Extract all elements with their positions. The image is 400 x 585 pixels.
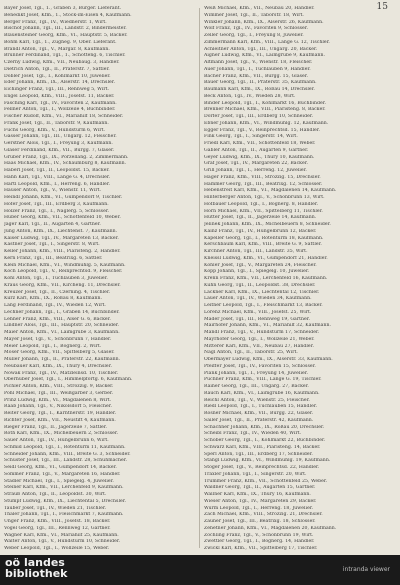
directory-entry: Reichl Anton, Tgl., V., Wienstr. 25, Fleischer. — [204, 397, 310, 403]
directory-entry: Scheibl Franz, Tgl., IV., Wieden 40, Wirt. — [204, 431, 302, 437]
directory-entry: Eder Johann, Kfm., IX., Alserstr. 14, Drechsler. — [4, 80, 116, 86]
directory-entry: Wagner Karl, Kfm., VI., Mariahilf 25, Kaufmann. — [4, 532, 119, 538]
left-column — [4, 6, 192, 553]
directory-entry: Kapeller Georg, Tgl., I., Rotenturm 18, Kaufmann. — [204, 235, 324, 241]
directory-entry: Thaler Johann, Tgl., I., Fleischmarkt 7, Kaufmann. — [4, 512, 124, 518]
directory-entry: Benedikt Josef, Kfm., 1., Stock-im-Eisen 4, Kaufmann. — [4, 12, 132, 18]
directory-entry: Beck Anton, Tgl., IV., Wieden 28, Wirt. — [204, 93, 296, 99]
directory-entry: Stöger Josef, Tgl., V., Reinprechtsd. 22, Händler. — [204, 465, 320, 470]
directory-entry: Gasser Johann, Tgl., III., Ungarg. 12, Fleischer. — [4, 134, 117, 140]
directory-entry: Weber Leopold, Tgl., I., Wollzeile 15, Weber. — [4, 546, 110, 551]
directory-entry: Stangl Ludwig, Kfm., VI., Windmühlg. 19, Kaufmann. — [204, 458, 331, 464]
directory-entry: Hebenstreit Karl, Kfm., VI., Magdalenen 14, Kaufmann. — [204, 188, 337, 194]
directory-entry: Sailer Josef, Tgl., II., Praterstr. 42, Kaufmann. — [204, 417, 314, 423]
directory-entry: Weiß Michael, Kfm., VII., Neubau 20, Händler. — [204, 6, 315, 11]
directory-entry: Pfeiffer Josef, Tgl., IV., Favoriten 15, Schlosser. — [204, 363, 316, 369]
directory-entry: Rosner Michael, Kfm., VII., Burgg. 22, Glaser. — [204, 411, 314, 416]
directory-entry: Puchner Franz, Kfm., VIII., Lange G. 19, Tischler. — [204, 377, 322, 383]
directory-entry: Haas Michael, Kfm., IV., Schaumburg 8, Kaufmann. — [4, 161, 127, 167]
directory-entry: Keller Johann, Kfm., VIII., Piaristeng. 2, Händler. — [4, 249, 121, 254]
directory-entry: Koch Leopold, Tgl., V., Reinprechtsd. 9, Fleischer. — [4, 269, 123, 275]
directory-entry: Wallner Karl, Kfm., IX., Thury 16, Kaufmann. — [204, 492, 311, 497]
directory-entry: Holzer Franz, Tgl., I., Naglerg. 5, Schlosser. — [4, 208, 110, 214]
directory-entry: Huber Georg, Kfm., VII., Schottenfeld 10, Weber. — [4, 215, 121, 221]
directory-entry: Wimmer Josef, Tgl., II., Taborstr. 18, Wirt. — [204, 12, 304, 18]
directory-entry: Graf Josef, Tgl., IV., Margareten 22, Bäcker. — [204, 161, 309, 167]
directory-entry: Mayer Josef, Tgl., V., Schönbrunn 7, Händler. — [4, 336, 112, 342]
directory-entry: Meier Leopold, Tgl., I., Bognerg. 2, Wirt. — [4, 343, 102, 349]
directory-entry: Gerstner Alois, Tgl., I., Freyung 3, Kaufmann. — [4, 141, 113, 146]
directory-entry: Fellner Anton, Tgl., I., Wollzeile 4, Buchbinder. — [4, 107, 116, 113]
directory-entry: Kaiser Ludwig, Tgl., IV., Margareten 13, Bäcker. — [4, 235, 119, 241]
directory-entry: Bischof Johann, Tgl., III., Landstr. 2, Bindermeister. — [4, 26, 127, 32]
directory-entry: Lang Ferdinand, Tgl., IV., Wieden 12, Wirt. — [4, 303, 106, 308]
directory-entry: Aigner Ludwig, Kfm., VI., Laimgrube 9, Kaufmann. — [204, 53, 326, 59]
directory-entry: Rieger Franz, Tgl., II., Jägerzeile 7, Sattler. — [4, 424, 108, 430]
directory-entry: Tauber Josef, Tgl., IV., Wieden 21, Tischler. — [4, 505, 107, 511]
directory-entry: Winkler Johann, Kfm., IX., Alserstr. 26, Kaufmann. — [204, 19, 324, 25]
directory-entry: Kastner Josef, Tgl., I., Singerstr. 8, Wirt. — [4, 242, 100, 248]
directory-entry: Wurm Leopold, Tgl., I., Herreng. 18, Juwelier. — [204, 505, 314, 511]
directory-entry: Friedl Karl, Kfm., VII., Schottenfeld 18, Weber. — [204, 141, 316, 146]
directory-entry: Traxler Johann, Tgl., I., Singerstr. 20, Wirt. — [204, 471, 307, 477]
directory-entry: Lehner Franz, Kfm., VIII., Alser G. 6, Bäcker. — [4, 316, 111, 322]
directory-entry: Glaser Ferdinand, Kfm., VII., Burgg. 7, Glaser. — [4, 147, 115, 153]
directory-entry: Hofbauer Leopold, Tgl., I., Bognerg. 8, Händler. — [204, 201, 319, 207]
directory-entry: Sperl Anton, Tgl., III., Erdberg 17, Schneider. — [204, 451, 313, 457]
directory-entry: Rauch Karl, Kfm., VI., Laimgrube 16, Kaufmann. — [204, 390, 320, 396]
directory-entry: Seidl Georg, Kfm., VI., Gumpendorf 14, Bäcker. — [4, 465, 117, 470]
directory-entry: Grill Johann, Tgl., I., Herreng. 12, Juwelier. — [204, 168, 307, 173]
directory-entry: Sauer Anton, Tgl., IV., Hungelbrunn 6, Wirt. — [4, 438, 109, 443]
directory-entry: Zach Michael, Kfm., VIII., Strozzig. 21, Drechsler. — [204, 512, 323, 518]
directory-entry: Rainer Georg, Tgl., III., Ungarg. 27, Bäcker. — [204, 384, 309, 389]
directory-entry: Maier Anton, Kfm., VI., Laimgrube 3, Kaufmann. — [4, 330, 120, 335]
directory-entry: Prinz Ludwig, Kfm., VI., Magdalenen 8, Wirt. — [4, 397, 112, 403]
directory-entry: Raab Johann, Tgl., V., Nikolsdorf 5, Fleischer. — [4, 404, 113, 410]
directory-entry: Fischer Rudolf, Kfm., VI., Mariahilf 18, Schneider. — [4, 114, 124, 119]
directory-entry: Fink Georg, Tgl., I., Singerstr. 14, Wirt. — [204, 134, 298, 140]
directory-entry: Kainz Franz, Tgl., IV., Hungelbrunn 12, Bäcker. — [204, 228, 317, 234]
directory-entry: Hartl Leopold, Kfm., I., Herreng. 6, Händler. — [4, 181, 111, 187]
directory-entry: Kneissl Ludwig, Kfm., VI., Gumpendorf 21, Händler. — [204, 255, 328, 261]
directory-entry: Bauer Georg, Tgl., II., Praterstr. 35, Kaufmann. — [204, 80, 317, 86]
directory-entry: Bayer Josef, Tgl., 1., Graben 3, Bürger. Lieferant. — [4, 6, 122, 11]
directory-entry: Zwickl Karl, Kfm., VII., Spittelberg 17, Tischler. — [204, 546, 318, 551]
directory-entry: Schmid Leopold, Tgl., I., Rotenturm 11, Kaufmann. — [4, 444, 126, 450]
directory-entry: Hauser Anton, Tgl., V., Wienstr. 11, Wirt. — [4, 188, 102, 194]
directory-entry: Geyer Ludwig, Kfm., IX., Thury 10, Kaufmann. — [204, 154, 315, 160]
directory-entry: Hinterberger Anton, Tgl., V., Schönbrunn 13, Wirt. — [204, 195, 325, 200]
directory-entry: Mitterer Karl, Kfm., VII., Neubau 27, Händler. — [204, 343, 314, 349]
directory-entry: Baumann Karl, Kfm., IX., Roßau 14, Drechsler. — [204, 87, 315, 92]
directory-entry: Zehetner Johann, Kfm., VI., Magdalenen 20, Kaufmann. — [204, 525, 337, 531]
directory-entry: Kerschbaum Karl, Kfm., VIII., Breite G. 9, Sattler. — [204, 242, 322, 248]
directory-entry: Unger Franz, Kfm., VIII., Josefst. 18, Bäcker. — [4, 519, 111, 524]
directory-entry: Hager Franz, Kfm., VIII., Strozzig. 15, Drechsler. — [204, 174, 321, 180]
directory-entry: Kohl Anton, Tgl., I., Tuchlauben 3, Juwelier. — [4, 276, 108, 281]
directory-entry: Blauensteiner Georg, Kfm., VI., Hauptstr. 5, Bäcker. — [4, 33, 128, 38]
directory-entry: Mairhofer Johann, Kfm., VI., Mariahilf 32, Kaufmann. — [204, 323, 332, 329]
directory-entry: Brenner Michael, Kfm., VIII., Piaristeng. 8, Bäcker. — [204, 107, 326, 113]
directory-entry: Roth Karl, Kfm., IX., Michelbeuern 2, Schlosser. — [4, 431, 119, 437]
directory-entry: Kopp Johann, Tgl., I., Spiegelg. 10, Juwelier. — [204, 269, 310, 275]
directory-entry: Böhm Karl, Tgl., 1., Zugheg. 9, Ober. Lieferant. — [4, 39, 117, 45]
directory-entry: Egger Franz, Tgl., V., Reinprechtsd. 15, Händler. — [204, 127, 321, 133]
directory-entry: Obermayer Ludwig, Kfm., IX., Alserstr. 33, Kaufmann. — [204, 357, 333, 362]
directory-entry: Altmann Josef, Tgl., V., Wienstr. 18, Fleischer. — [204, 60, 313, 65]
directory-entry: Steiner Karl, Kfm., VII., Lerchenfeld 9, Kaufmann. — [4, 485, 124, 491]
library-logo[interactable] — [5, 557, 67, 579]
directory-entry: Klein Michael, Kfm., VI., Windmühlg. 5, Kaufmann. — [4, 262, 126, 268]
page-number: 15 — [376, 2, 388, 12]
directory-entry: Dobler Josef, Tgl., I., Kohlmarkt 10, Juwelier. — [4, 73, 111, 79]
directory-entry: Leitner Leopold, Tgl., I., Fleischmarkt 13, Bäcker. — [204, 303, 323, 308]
directory-entry: Riedl Leopold, Tgl., I., Tuchlauben 15, Händler. — [204, 404, 318, 410]
directory-entry: Zeller Georg, Tgl., I., Freyung 8, Juwelier. — [204, 33, 304, 38]
directory-entry: Wolf Franz, Tgl., IV., Favoriten 9, Schlosser. — [204, 26, 309, 32]
directory-entry: Hammer Georg, Tgl., III., Beatrixg. 12, Schlosser. — [204, 181, 323, 187]
directory-entry: Pohl Michael, Tgl., III., Weißgärber 3, Gerber. — [4, 390, 114, 396]
directory-entry: Lauer Anton, Tgl., IV., Wieden 34, Kaufmann. — [204, 296, 312, 302]
directory-entry: Auer Johann, Tgl., I., Tuchlauben 9, Händler. — [204, 66, 311, 72]
directory-entry: Lackner Karl, Kfm., IX., Liechtental 12, Tischler. — [204, 289, 320, 295]
directory-entry: Mayrhofer Georg, Tgl., I., Wollzeile 21, Weber. — [204, 336, 315, 342]
directory-entry: Kraus Georg, Kfm., VII., Kircheng. 11, Drechsler. — [4, 282, 121, 288]
directory-entry: Eichinger Franz, Tgl., III., Rennweg 5, Wirt. — [4, 87, 110, 92]
directory-entry: Gruber Franz, Tgl., IX., Porzellang. 2, Zimmermann. — [4, 154, 129, 160]
directory-entry: Lechner Johann, Tgl., I., Graben 14, Buchbinder. — [4, 309, 120, 315]
directory-entry: Dorfer Josef, Tgl., III., Erdberg 10, Schneider. — [204, 114, 314, 119]
directory-entry: Engel Leopold, Kfm., VIII., Josefst. 11, Bäcker. — [4, 93, 115, 99]
directory-entry: Hahn Karl, Tgl., VIII., Lange G. 4, Drechsler. — [4, 174, 111, 180]
directory-entry: Zwettler Georg, Tgl., I., Bognerg. 14, Händler. — [204, 539, 315, 545]
directory-entry: Jäger Karl, Tgl., II., Augarten 4, Gärtner. — [4, 222, 101, 227]
directory-entry: Plank Johann, Tgl., I., Freyung 14, Juwelier. — [204, 370, 308, 376]
viewer-label: intranda viewer — [342, 566, 390, 573]
directory-entry: Krenn Franz, Kfm., VII., Lerchenfeld 16, Kaufmann. — [204, 276, 328, 281]
directory-entry: Jelinek Johann, Kfm., IX., Michelbeuern 8, Schneider. — [204, 222, 331, 227]
viewer-footer — [0, 555, 400, 585]
directory-entry: Kurz Karl, Kfm., IX., Roßau 8, Kaufmann. — [4, 296, 103, 302]
directory-entry: Haberl Josef, Tgl., II., Leopoldst. 15, Bäcker. — [4, 168, 110, 173]
directory-entry: Ebner Johann, Kfm., VI., Windmühlg. 12, Kaufmann. — [204, 120, 329, 126]
directory-entry: Bacher Franz, Kfm., VII., Burgg. 15, Glaser. — [204, 73, 309, 79]
directory-entry: Horn Michael, Kfm., VII., Spittelberg 11, Tischler. — [204, 208, 323, 214]
column-divider — [199, 8, 200, 548]
directory-entry: Neubauer Karl, Kfm., IX., Thury 4, Drechsler. — [4, 363, 112, 369]
directory-entry: Jung Anton, Kfm., IX., Liechtenst. 7, Kaufmann. — [4, 228, 118, 234]
logo-line-2: bibliothek — [5, 567, 68, 580]
directory-entry: Mader Josef, Tgl., III., Rennweg 19, Gärtner. — [204, 316, 311, 322]
directory-entry: Frank Josef, Tgl., II., Taborstr. 9, Kaufmann. — [4, 120, 109, 126]
directory-entry: Lindner Alois, Tgl., III., Hauptstr. 20, Schneider. — [4, 323, 119, 329]
right-column — [204, 6, 392, 553]
directory-entry: Brunner Ferdinand, Tgl., 1., Schotteng. 6, Tischler. — [4, 53, 126, 59]
directory-entry: Waldner Georg, Tgl., II., Augarten 15, Gärtner. — [204, 485, 316, 491]
directory-entry: Lorenz Michael, Kfm., VIII., Josefst. 25, Wirt. — [204, 309, 312, 315]
directory-entry: Wieser Anton, Tgl., IV., Margareten 29, Bäcker. — [204, 498, 317, 504]
directory-entry: Kreuzer Josef, Tgl., II., Czerning. 4, Tischler. — [4, 289, 111, 295]
directory-entry: Hofer Josef, Tgl., III., Erdberg 3, Kaufmann. — [4, 201, 109, 207]
directory-entry: Nagl Anton, Tgl., II., Taborstr. 25, Wirt. — [204, 350, 298, 356]
directory-entry: Stumpf Ludwig, Kfm., IX., Liechtental 5, Drechsler. — [4, 498, 126, 504]
directory-entry: Reiter Georg, Tgl., I., Kärntnerstr. 19, Händler. — [4, 411, 117, 416]
directory-entry: Pichler Anton, Kfm., VIII., Strozzig. 9, Bäcker. — [4, 384, 114, 389]
directory-entry: Zauner Josef, Tgl., III., Beatrixg. 18, Schlosser. — [204, 519, 316, 524]
directory-entry: Schwarz Karl, Kfm., VIII., Piaristeng. 14, Bäcker. — [204, 444, 321, 450]
directory-entry: Hutter Josef, Tgl., II., Jägerzeile 14, Kaufmann. — [204, 215, 317, 221]
directory-entry: Schneider Johann, Kfm., VIII., Breite G. 3, Schneider. — [4, 451, 131, 457]
directory-entry: Schuster Josef, Tgl., III., Landstr. 28, Schuhmacher. — [4, 458, 128, 464]
directory-entry: Schober Georg, Tgl., I., Kohlmarkt 22, Buchbinder. — [204, 438, 326, 443]
directory-entry: Gabler Anton, Tgl., II., Augarten 9, Gärtner. — [204, 147, 309, 153]
directory-entry: Walter Anton, Tgl., V., Hundsturm 10, Schneider. — [4, 539, 121, 545]
directory-entry: Kühn Georg, Tgl., II., Leopoldst. 38, Drechsler. — [204, 282, 316, 288]
directory-entry: Moser Georg, Kfm., VII., Spittelberg 5, Glaser. — [4, 350, 115, 356]
directory-entry: Kern Franz, Tgl., III., Beatrixg. 6, Sattler. — [4, 255, 103, 261]
directory-entry: Sommer Franz, Tgl., V., Margareten 16, Händler. — [4, 471, 121, 477]
directory-entry: Müller Johann, Tgl., II., Praterstr. 22, Kaufmann. — [4, 357, 121, 362]
directory-entry: Berger Franz, Tgl., IV., Wiednerstr. 1, Wirt. — [4, 19, 107, 25]
directory-entry: Achleitner Anton, Tgl., III., Ungarg. 20, Bäcker. — [204, 46, 318, 52]
directory-entry: Zöchling Franz, Tgl., V., Schönbrunn 19, Wirt. — [204, 532, 314, 538]
directory-entry: Binder Leopold, Tgl., I., Kohlmarkt 16, Buchbinder. — [204, 100, 326, 106]
directory-entry: Stadler Michael, Tgl., I., Spiegelg. 4, Juwelier. — [4, 478, 114, 484]
directory-entry: Schachner Johann, Kfm., IX., Roßau 20, Drechsler. — [204, 424, 325, 430]
directory-entry: Zimmermann Karl, Kfm., VIII., Lange G. 12, Tischler. — [204, 39, 330, 45]
directory-entry: Heindl Johann, Kfm., VI., Gumpendorf 9, Tischler. — [4, 195, 123, 200]
logo-line-1: oö landes — [5, 556, 65, 569]
directory-entry: Vogel Georg, Tgl., III., Rennweg 12, Gärtner. — [4, 525, 111, 531]
directory-entry: Kirchner Anton, Tgl., III., Landstr. 35, Wirt. — [204, 249, 308, 254]
directory-entry: Mandl Franz, Tgl., V., Hundsturm 17, Schneider. — [204, 330, 320, 335]
directory-entry: Oberhuber Josef, Tgl., I., Himmelpfortg. 6, Kaufmann. — [4, 377, 133, 383]
directory-entry: Fasching Karl, Tgl., IV., Favoriten 2, Kaufmann. — [4, 100, 117, 106]
directory-entry: Dietrich Anton, Tgl., II., Praterstr. 7, Sattler. — [4, 66, 110, 72]
directory-entry: Nowak Franz, Tgl., IV., Matzleinsd. 10, Tischler. — [4, 370, 119, 376]
directory-entry: Fuchs Georg, Kfm., V., Hundsturm 6, Wirt. — [4, 127, 106, 133]
directory-entry: Trummer Franz, Kfm., VII., Schottenfeld 25, Weber. — [204, 478, 328, 484]
directory-entry: Richter Josef, Kfm., VII., Neustift 4, Kaufmann. — [4, 417, 116, 423]
directory-entry: Köhler Josef, Tgl., V., Margareten 24, Fleischer. — [204, 262, 317, 268]
directory-entry: Brandl Anton, Tgl., V., Margar. 8, Kaufmann. — [4, 46, 110, 52]
directory-entry: Czerny Ludwig, Kfm., VII., Neubaug. 3, Händler. — [4, 60, 120, 65]
directory-entry: Strauß Anton, Tgl., II., Leopoldst. 30, Wirt. — [4, 492, 107, 497]
